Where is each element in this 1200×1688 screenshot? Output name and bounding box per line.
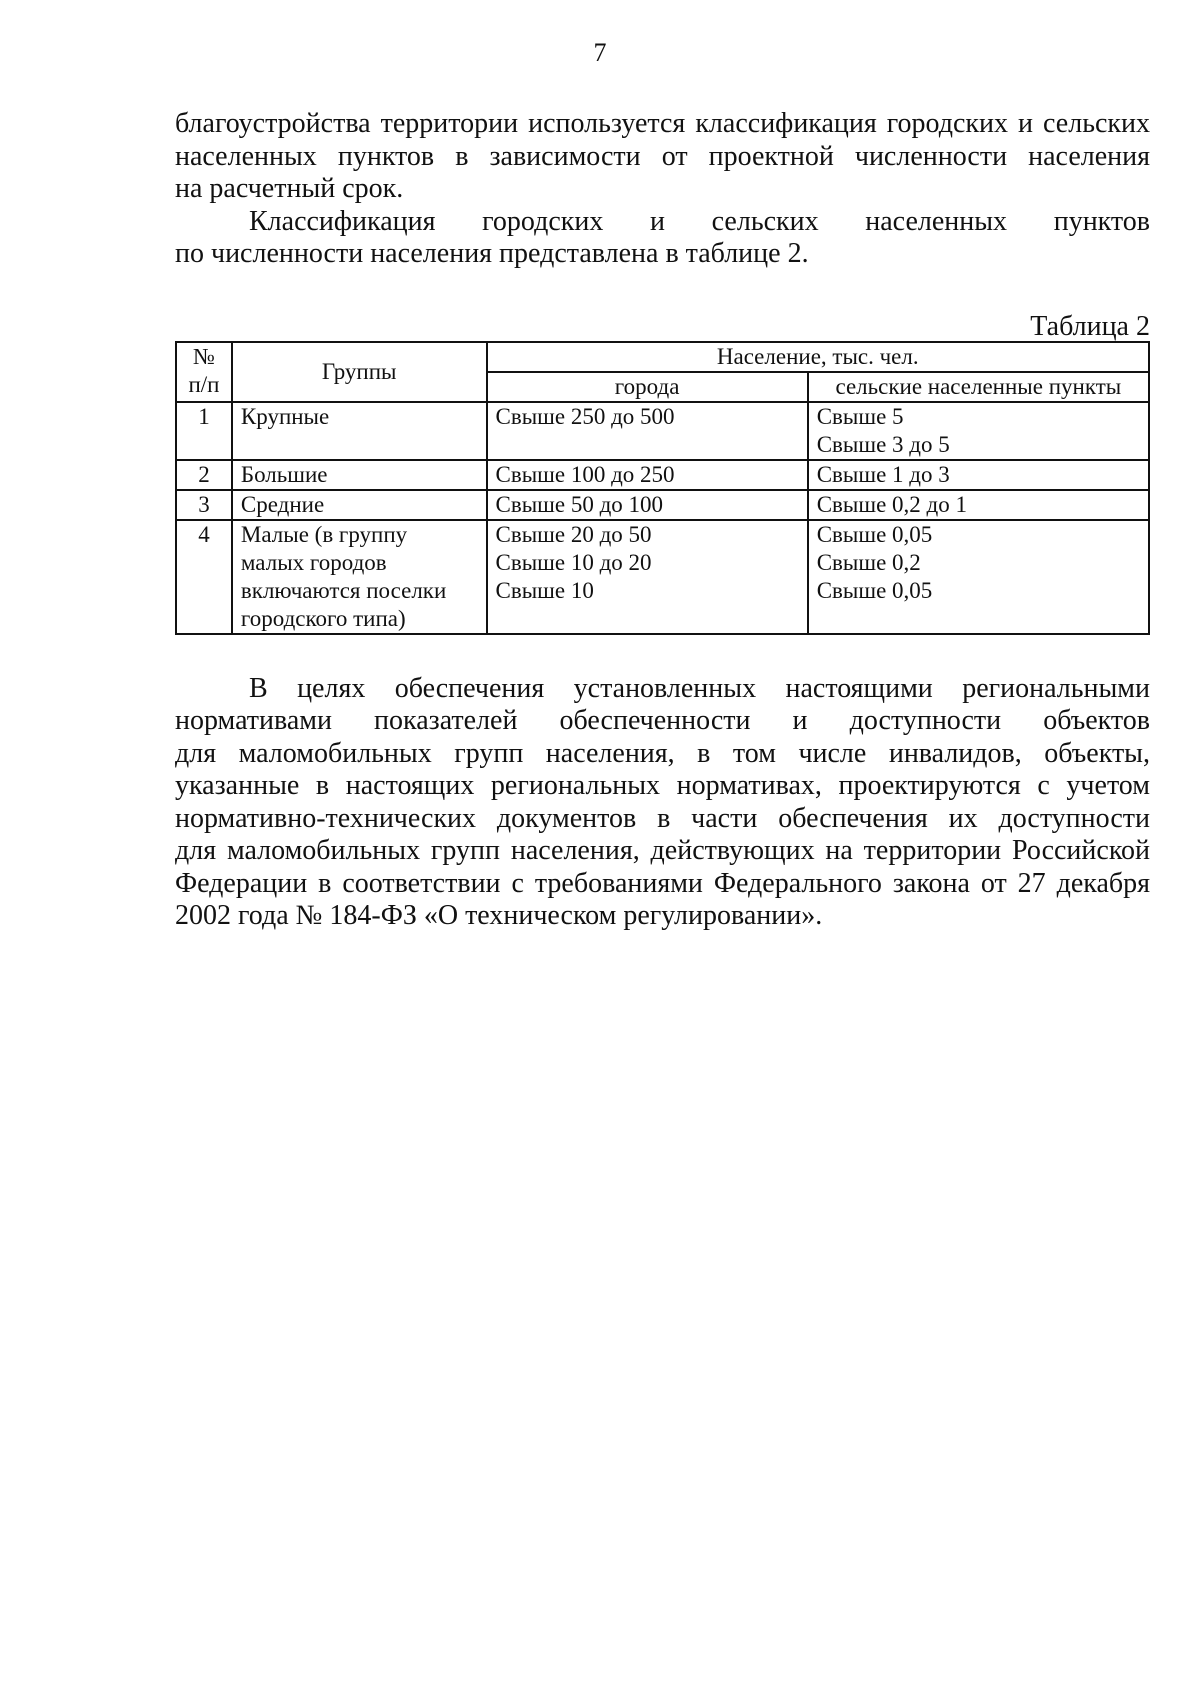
text-line: В целях обеспечения установленных настоящими региональными bbox=[249, 672, 1150, 704]
text-line: Классификация городских и сельских населенных пунктов bbox=[249, 205, 1150, 237]
group-name-line: малых городов bbox=[240, 549, 387, 575]
header-num bbox=[176, 342, 232, 402]
rural-range-line: Свыше 0,2 bbox=[816, 549, 921, 575]
header-groups: Группы bbox=[232, 342, 487, 402]
group-name bbox=[232, 520, 487, 634]
text-line: благоустройства территории используется классификация городских и сельских bbox=[175, 108, 1150, 139]
text-line: нормативно-технических документов в части обеспечения их доступности bbox=[175, 802, 1150, 834]
page-number: 7 bbox=[593, 38, 607, 67]
rural-range bbox=[808, 520, 1149, 634]
group-name bbox=[232, 460, 487, 490]
text-line: нормативами показателей обеспеченности и доступности объектов bbox=[175, 705, 1150, 736]
rural-range bbox=[808, 490, 1149, 520]
text-line: по численности населения представлена в таблице 2. bbox=[175, 238, 809, 269]
row-number: 2 bbox=[176, 460, 232, 490]
group-name-line: городского типа) bbox=[240, 605, 406, 631]
group-name-line: Средние bbox=[240, 491, 325, 517]
row-number: 4 bbox=[176, 520, 232, 634]
table-body bbox=[176, 402, 1149, 634]
table-row bbox=[176, 402, 1149, 460]
paragraph-2 bbox=[175, 206, 1150, 271]
rural-range-line: Свыше 1 до 3 bbox=[816, 461, 950, 487]
header-num-line1: № bbox=[192, 343, 215, 369]
rural-range bbox=[808, 402, 1149, 460]
text-line: для маломобильных групп населения, действующих на территории Российской bbox=[175, 835, 1150, 866]
header-cities: города bbox=[487, 372, 808, 402]
text-line: для маломобильных групп населения, в том числе инвалидов, объекты, bbox=[175, 737, 1150, 769]
cities-range-line: Свыше 10 bbox=[495, 577, 594, 603]
classification-table bbox=[175, 341, 1150, 635]
header-population: Население, тыс. чел. bbox=[487, 342, 1150, 372]
header-num-line2: п/п bbox=[188, 371, 220, 397]
group-name-line: Крупные bbox=[240, 403, 330, 429]
table-row bbox=[176, 460, 1149, 490]
table-header-row bbox=[176, 342, 1149, 372]
cities-range bbox=[487, 460, 808, 490]
table-row bbox=[176, 520, 1149, 634]
text-line: 2002 года № 184-ФЗ «О техническом регулировании». bbox=[175, 900, 823, 931]
rural-range-line: Свыше 5 bbox=[816, 403, 904, 429]
group-name bbox=[232, 402, 487, 460]
rural-range bbox=[808, 460, 1149, 490]
cities-range-line: Свыше 20 до 50 bbox=[495, 521, 652, 547]
cities-range bbox=[487, 490, 808, 520]
text-line: Федерации в соответствии с требованиями Федерального закона от 27 декабря bbox=[175, 867, 1150, 899]
row-number: 3 bbox=[176, 490, 232, 520]
rural-range-line: Свыше 0,05 bbox=[816, 577, 933, 603]
paragraph-1 bbox=[175, 108, 1150, 206]
cities-range bbox=[487, 402, 808, 460]
row-number: 1 bbox=[176, 402, 232, 460]
text-line: населенных пунктов в зависимости от проектной численности населения bbox=[175, 140, 1150, 172]
rural-range-line: Свыше 0,05 bbox=[816, 521, 933, 547]
cities-range-line: Свыше 250 до 500 bbox=[495, 403, 675, 429]
header-rural: сельские населенные пункты bbox=[808, 372, 1149, 402]
cities-range-line: Свыше 10 до 20 bbox=[495, 549, 652, 575]
table-row bbox=[176, 490, 1149, 520]
document-content bbox=[175, 108, 1150, 933]
cities-range bbox=[487, 520, 808, 634]
rural-range-line: Свыше 0,2 до 1 bbox=[816, 491, 967, 517]
text-line: на расчетный срок. bbox=[175, 173, 404, 204]
group-name bbox=[232, 490, 487, 520]
group-name-line: Большие bbox=[240, 461, 328, 487]
text-line: указанные в настоящих региональных нормативах, проектируются с учетом bbox=[175, 770, 1150, 801]
group-name-line: Малые (в группу bbox=[240, 521, 408, 547]
cities-range-line: Свыше 50 до 100 bbox=[495, 491, 664, 517]
rural-range-line: Свыше 3 до 5 bbox=[816, 431, 950, 457]
paragraph-3 bbox=[175, 673, 1150, 933]
table-caption: Таблица 2 bbox=[1030, 310, 1150, 342]
group-name-line: включаются поселки bbox=[240, 577, 447, 603]
cities-range-line: Свыше 100 до 250 bbox=[495, 461, 675, 487]
